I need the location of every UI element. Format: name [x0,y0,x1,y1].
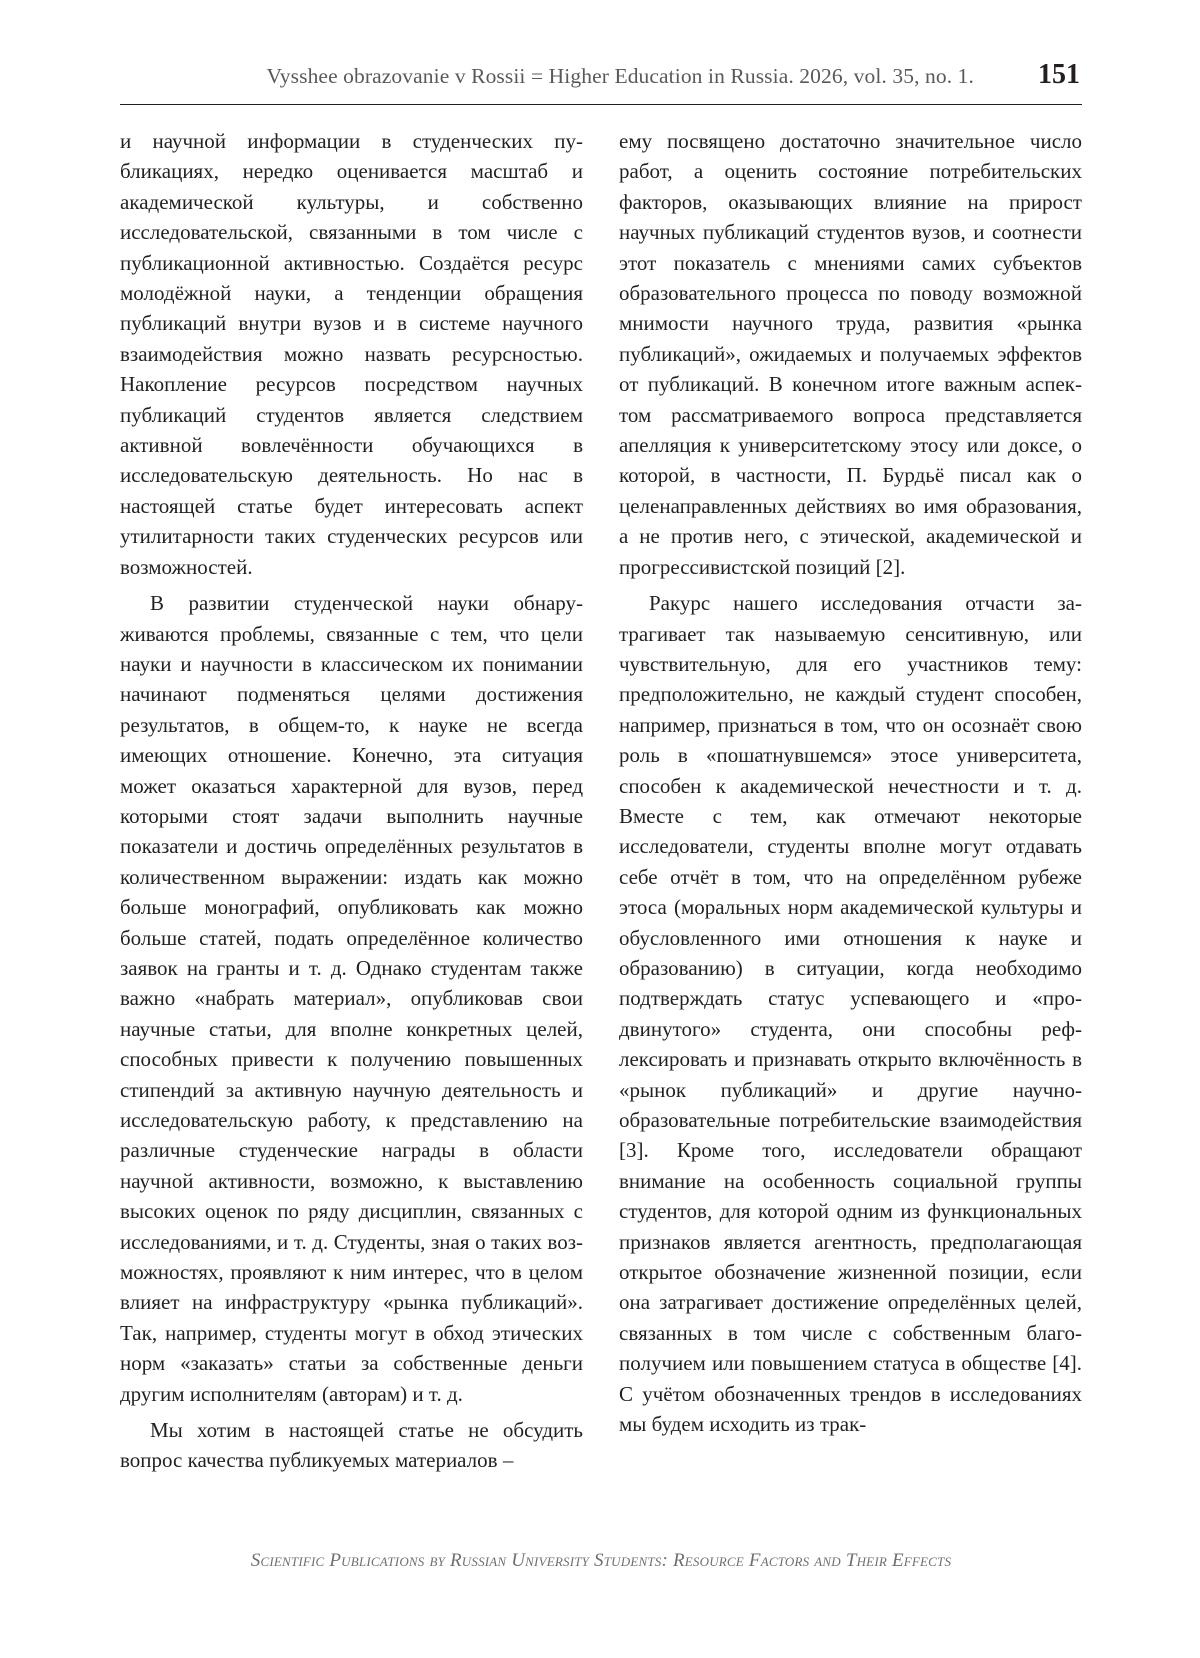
running-header [120,59,1082,102]
paragraph: В развитии студенческой науки обнаруживаются проблемы, связанные с тем, что цели науки и научности в классическом их понимании начинают подменяться целями достижения результатов, в общем-то, к науке не всегда имеющих отношение. Конечно, эта ситуация может оказаться характерной для вузов, перед которыми стоят задачи выполнить научные показатели и достичь определённых результатов в количественном выражении: издать как можно больше монографий, опубликовать как можно больше статей, подать определённое количество заявок на гранты и т. д. Однако студентам также важно «набрать материал», опубликовав свои научные статьи, для вполне конкретных целей, способных привести к получению повышенных стипендий за активную научную деятельность и исследовательскую работу, к представлению на различные студенческие награды в области научной активности, возможно, к выставлению высоких оценок по ряду дисциплин, связанных с исследованиями, и т. д. Студенты, зная о таких возможностях, проявляют к ним интерес, что в целом влияет на инфраструктуру «рынка публикаций». Так, например, студенты могут в обход этических норм «заказать» статьи за собственные деньги другим исполнителям (авторам) и т. д. [120,591,583,1406]
header-divider [120,104,1082,105]
page-number: 151 [1038,59,1080,90]
right-column [619,126,1082,1439]
paragraph: Мы хотим в настоящей статье не обсудить вопрос качества публикуемых материалов – [120,1418,583,1473]
paragraph: Ракурс нашего исследования отчасти затрагивает так называемую сенситивную, или чувствительную, для его участников тему: предположительно, не каждый студент способен, например, признаться в том, что он осознаёт свою роль в «пошатнувшемся» этосе университета, способен к академической нечестности и т. д. Вместе с тем, как отмечают некоторые исследователи, студенты вполне могут отдавать себе отчёт в том, что на определённом рубеже этоса (моральных норм академической культуры и обусловленного ими отношения к науке и образованию) в ситуации, когда необходимо подтверждать статус успевающего и «продвинутого» студента, они способны рефлексировать и признавать открыто включённость в «рынок публикаций» и другие научно-образовательные потребительские взаимодействия [3]. Кроме того, исследователи обращают внимание на особенность социальной группы студентов, для которой одним из функциональных признаков является агентность, предполагающая открытое обозначение жизненной позиции, если она затрагивает достижение определённых целей, связанных в том числе с собственным благополучием или повышением статуса в обществе [4]. С учётом обозначенных трендов в исследованиях мы будем исходить из трак- [619,591,1082,1437]
paragraph: и научной информации в студенческих публикациях, нередко оценивается масштаб и академической культуры, и собственно исследовательской, связанными в том числе с публикационной активностью. Создаётся ресурс молодёжной науки, а тенденции обращения публикаций внутри вузов и в системе научного взаимодействия можно назвать ресурсностью. Накопление ресурсов посредством научных публикаций студентов является следствием активной вовлечённости обучающихся в исследовательскую деятельность. Но нас в настоящей статье будет интересовать аспект утилитарности таких студенческих ресурсов или возможностей. [120,129,583,579]
journal-title: Vysshee obrazovanie v Rossii = Higher Education in Russia. 2026, vol. 35, no. 1. [266,64,974,88]
left-column [120,126,583,1476]
running-footer-title: Scientific Publications by Russian University Students: Resource Factors and Their Effects [250,1550,952,1571]
paragraph: ему посвящено достаточно значительное число работ, а оценить состояние потребительских факторов, оказывающих влияние на прирост научных публикаций студентов вузов, и соотнести этот показатель с мнениями самих субъектов образовательного процесса по поводу возможной мнимости научного труда, развития «рынка публикаций», ожидаемых и получаемых эффектов от публикаций. В конечном итоге важным аспектом рассматриваемого вопроса представляется апелляция к университетскому этосу или доксе, о которой, в частности, П. Бурдьё писал как о целенаправленных действиях во имя образования, а не против него, с этической, академической и прогрессивистской позиций [2]. [619,129,1082,579]
